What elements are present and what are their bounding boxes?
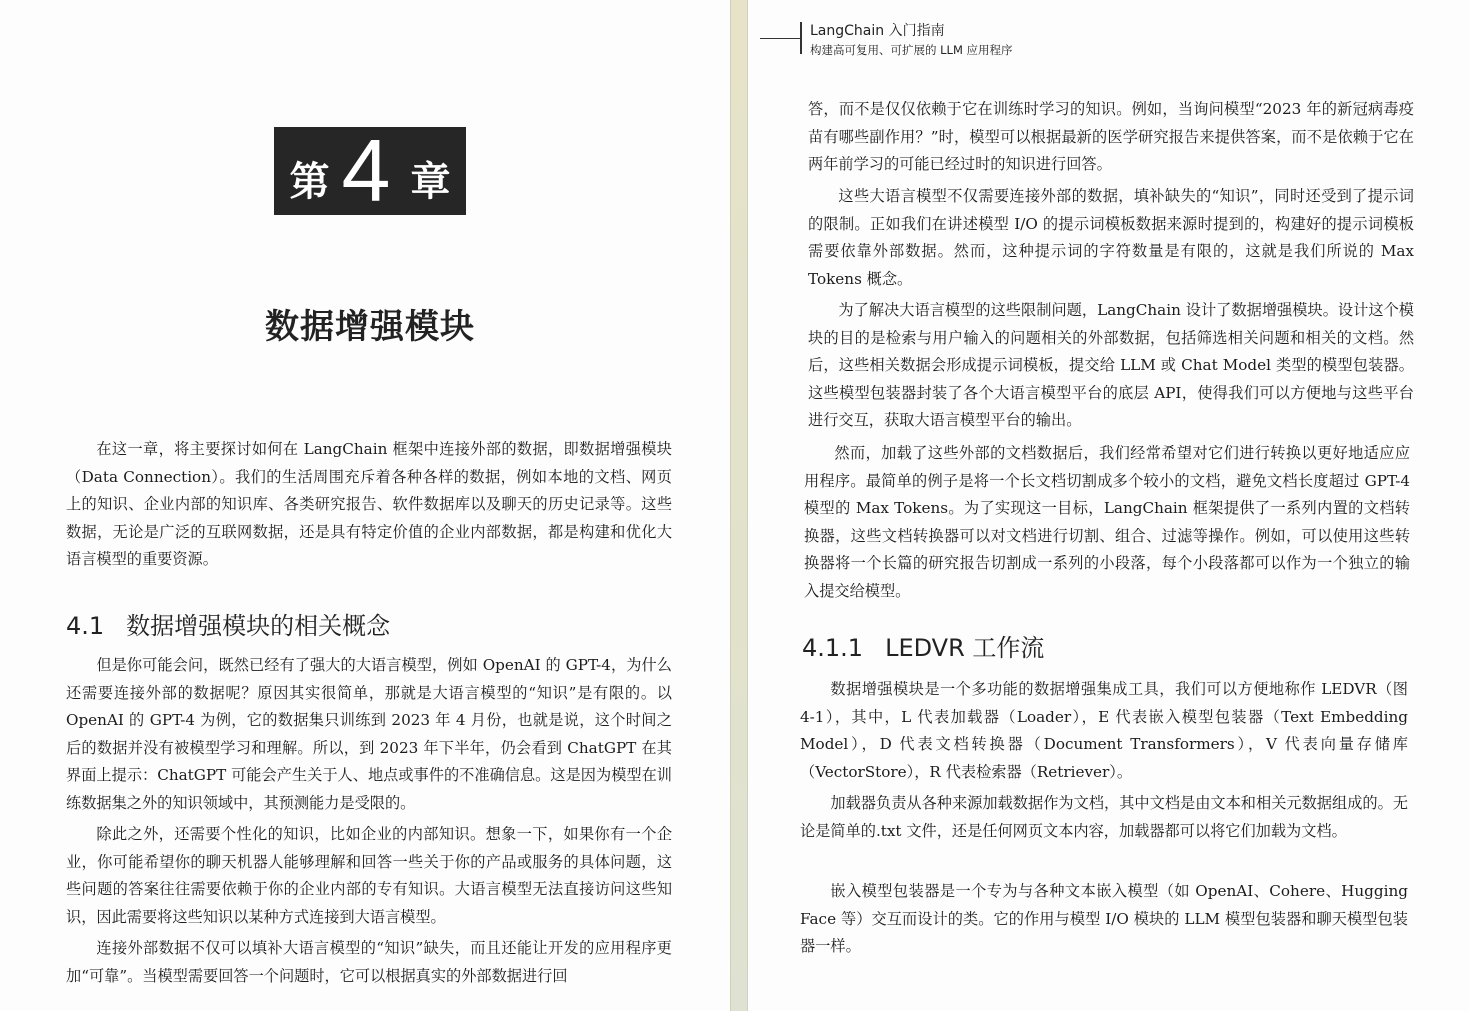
book-subtitle: 构建高可复用、可扩展的 LLM 应用程序 (810, 43, 1013, 57)
page-gutter-divider (730, 0, 748, 1011)
body-paragraph: 加载器负责从各种来源加载数据作为文档，其中文档是由文本和相关元数据组成的。无论是简单的.txt 文件，还是任何网页文本内容，加载器都可以将它们加载为文档。 (800, 794, 1408, 840)
header-rule-horizontal (760, 38, 800, 39)
chapter-number-badge (274, 121, 466, 220)
chapter-title: 数据增强模块 (265, 306, 475, 347)
body-paragraph: 但是你可能会问，既然已经有了强大的大语言模型，例如 OpenAI 的 GPT-4，为什么还需要连接外部的数据呢？原因其实很简单，那就是大语言模型的“知识”是有限的。以 OpenAI 的 GPT-4 为例，它的数据集只训练到 2023 年 4 月份，也就是说，这个时间之后的数据并没有被模型学习和理解。所以，到 2023 年下半年，仍会看到 ChatGPT 在其界面上提示：ChatGPT 可能会产生关于人、地点或事件的不准确信息。这是因为模型在训练数据集之外的知识领域中，其预测能力是受限的。 (66, 656, 672, 812)
chapter-number: 4 (341, 121, 391, 220)
intro-paragraph: 在这一章，将主要探讨如何在 LangChain 框架中连接外部的数据，即数据增强模块（Data Connection）。我们的生活周围充斥着各种各样的数据，例如本地的文档、网页上的知识、企业内部的知识库、各类研究报告、软件数据库以及聊天的历史记录等。这些数据，无论是广泛的互联网数据，还是具有特定价值的企业内部数据，都是构建和优化大语言模型的重要资源。 (66, 440, 672, 569)
body-paragraph: 这些大语言模型不仅需要连接外部的数据，填补缺失的“知识”，同时还受到了提示词的限制。正如我们在讲述模型 I/O 的提示词模板数据来源时提到的，构建好的提示词模板需要依靠外部数据。然而，这种提示词的字符数量是有限的，这就是我们所说的 Max Tokens 概念。 (808, 187, 1414, 288)
chapter-prefix: 第 (289, 158, 330, 205)
body-paragraph: 为了解决大语言模型的这些限制问题，LangChain 设计了数据增强模块。设计这个模块的目的是检索与用户输入的问题相关的外部数据，包括筛选相关问题和相关的文档。然后，这些相关数据会形成提示词模板，提交给 LLM 或 Chat Model 类型的模型包装器。这些模型包装器封装了各个大语言模型平台的底层 API，使得我们可以方便地与这些平台进行交互，获取大语言模型平台的输出。 (808, 301, 1414, 430)
section-heading (66, 606, 390, 641)
subsection-heading (802, 628, 1044, 663)
header-rule-vertical (800, 22, 802, 54)
body-paragraph: 除此之外，还需要个性化的知识，比如企业的内部知识。想象一下，如果你有一个企业，你可能希望你的聊天机器人能够理解和回答一些关于你的产品或服务的具体问题，这些问题的答案往往需要依赖于你的企业内部的专有知识。大语言模型无法直接访问这些知识，因此需要将这些知识以某种方式连接到大语言模型。 (66, 825, 672, 926)
book-title: LangChain 入门指南 (810, 23, 945, 39)
body-paragraph: 然而，加载了这些外部的文档数据后，我们经常希望对它们进行转换以更好地适应应用程序。最简单的例子是将一个长文档切割成多个较小的文档，避免文档长度超过 GPT-4 模型的 Max Tokens。为了实现这一目标，LangChain 框架提供了一系列内置的文档转换器，这些文档转换器可以对文档进行切割、组合、过滤等操作。例如，可以使用这些转换器将一个长篇的研究报告切割成一系列的小段落，每个小段落都可以作为一个独立的输入提交给模型。 (804, 444, 1410, 600)
subsection-number: 4.1.1 (802, 634, 864, 662)
subsection-title: LEDVR 工作流 (885, 634, 1045, 662)
chapter-suffix: 章 (410, 158, 451, 205)
left-page (0, 0, 730, 1011)
body-paragraph: 连接外部数据不仅可以填补大语言模型的“知识”缺失，而且还能让开发的应用程序更加“可靠”。当模型需要回答一个问题时，它可以根据真实的外部数据进行回 (66, 939, 672, 985)
body-paragraph: 嵌入模型包装器是一个专为与各种文本嵌入模型（如 OpenAI、Cohere、Hugging Face 等）交互而设计的类。它的作用与模型 I/O 模块的 LLM 模型包装器和聊天模型包装器一样。 (800, 882, 1408, 956)
section-title: 数据增强模块的相关概念 (126, 612, 391, 640)
section-number: 4.1 (66, 612, 105, 640)
body-paragraph: 数据增强模块是一个多功能的数据增强集成工具，我们可以方便地称作 LEDVR（图 4-1），其中，L 代表加载器（Loader），E 代表嵌入模型包装器（Text Embedding Model），D 代表文档转换器（Document Transformers），V 代表向量存储库（VectorStore），R 代表检索器（Retriever）。 (800, 680, 1408, 781)
body-paragraph-continued: 答，而不是仅仅依赖于它在训练时学习的知识。例如，当询问模型“2023 年的新冠病毒疫苗有哪些副作用？”时，模型可以根据最新的医学研究报告来提供答案，而不是依赖于它在两年前学习的可能已经过时的知识进行回答。 (808, 100, 1414, 174)
